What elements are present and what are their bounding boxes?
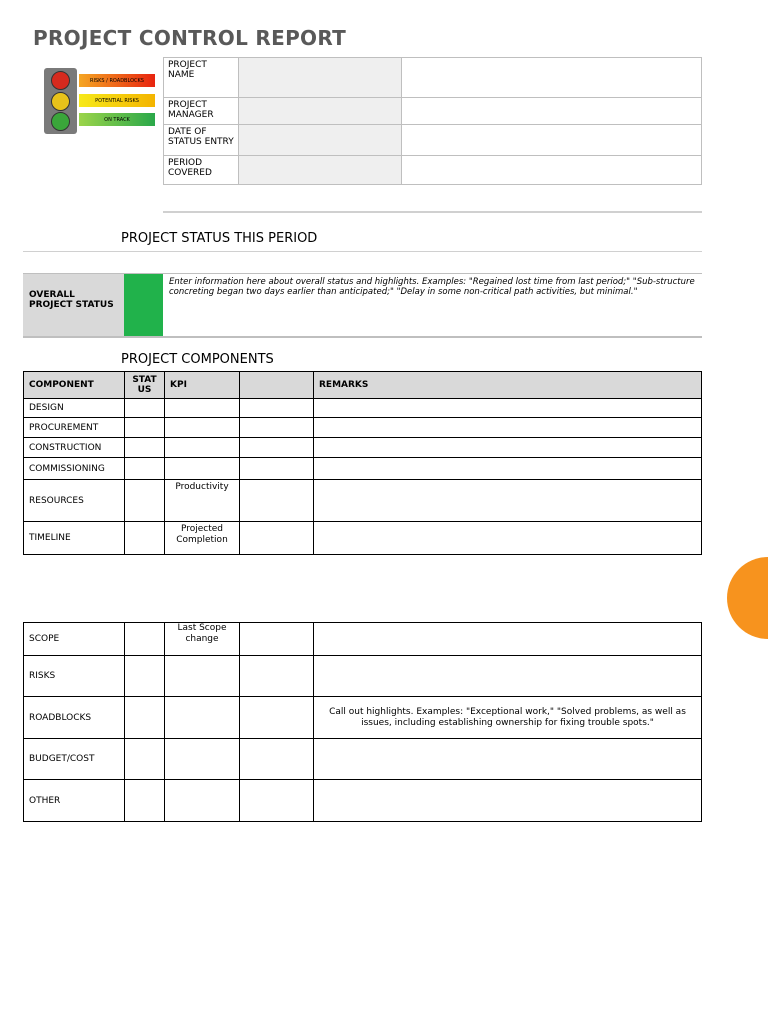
divider — [23, 251, 702, 252]
remarks-cell[interactable] — [314, 458, 702, 480]
components-table-2 — [23, 622, 702, 822]
components-table-1 — [23, 371, 702, 555]
table-row — [24, 522, 702, 555]
overall-status-text[interactable]: Enter information here about overall status and highlights. Examples: "Regained lost time from last period;" "Sub-structure concreting began two days earlier than anticipated;" "Delay in some non-critical path activities, but minimal." — [169, 277, 695, 297]
legend-risks-roadblocks: RISKS / ROADBLOCKS — [79, 74, 155, 87]
remarks-cell[interactable] — [314, 418, 702, 438]
remarks-cell[interactable] — [314, 656, 702, 697]
kpi-cell[interactable]: Productivity — [165, 480, 240, 522]
kpi-cell[interactable] — [165, 418, 240, 438]
status-cell[interactable] — [125, 522, 165, 555]
status-cell[interactable] — [125, 697, 165, 739]
table-row — [24, 418, 702, 438]
info-row — [164, 156, 702, 185]
table-row — [24, 399, 702, 418]
table-row — [24, 623, 702, 656]
remarks-cell[interactable] — [314, 623, 702, 656]
overall-status-label: OVERALL PROJECT STATUS — [23, 274, 124, 336]
info-row — [164, 58, 702, 98]
component-name: OTHER — [24, 780, 125, 822]
status-section-title: PROJECT STATUS THIS PERIOD — [121, 231, 318, 246]
remarks-cell[interactable] — [314, 480, 702, 522]
red-lamp-icon — [51, 71, 70, 90]
blank-cell[interactable] — [240, 739, 314, 780]
orange-circle-decoration — [727, 557, 768, 639]
blank-cell[interactable] — [240, 480, 314, 522]
info-label: DATE OF STATUS ENTRY — [164, 125, 239, 156]
blank-cell[interactable] — [240, 522, 314, 555]
component-name: BUDGET/COST — [24, 739, 125, 780]
remarks-cell[interactable] — [314, 780, 702, 822]
table-header-row — [24, 372, 702, 399]
status-cell[interactable] — [125, 739, 165, 780]
info-label: PROJECT NAME — [164, 58, 239, 98]
status-cell[interactable] — [125, 780, 165, 822]
kpi-cell[interactable] — [165, 697, 240, 739]
component-name: CONSTRUCTION — [24, 438, 125, 458]
blank-cell[interactable] — [240, 438, 314, 458]
component-name: RESOURCES — [24, 480, 125, 522]
info-value-field[interactable] — [239, 58, 402, 98]
info-value-field[interactable] — [239, 156, 402, 185]
blank-cell[interactable] — [240, 656, 314, 697]
kpi-cell[interactable] — [165, 458, 240, 480]
table-row — [24, 458, 702, 480]
component-name: SCOPE — [24, 623, 125, 656]
blank-cell[interactable] — [240, 623, 314, 656]
kpi-cell[interactable]: Projected Completion — [165, 522, 240, 555]
info-extra-field[interactable] — [402, 58, 702, 98]
table-row — [24, 480, 702, 522]
status-cell[interactable] — [125, 399, 165, 418]
kpi-cell[interactable] — [165, 780, 240, 822]
status-color-swatch[interactable] — [124, 274, 163, 336]
table-row — [24, 780, 702, 822]
remarks-cell[interactable] — [314, 522, 702, 555]
remarks-cell[interactable] — [314, 739, 702, 780]
table-row — [24, 739, 702, 780]
status-cell[interactable] — [125, 438, 165, 458]
header-component: COMPONENT — [24, 372, 125, 399]
green-lamp-icon — [51, 112, 70, 131]
remarks-cell[interactable]: Call out highlights. Examples: "Exceptional work," "Solved problems, as well as issues, including establishing ownership for fixing trouble spots." — [314, 697, 702, 739]
info-label: PERIOD COVERED — [164, 156, 239, 185]
component-name: ROADBLOCKS — [24, 697, 125, 739]
status-cell[interactable] — [125, 656, 165, 697]
components-section-title: PROJECT COMPONENTS — [121, 352, 274, 367]
blank-cell[interactable] — [240, 458, 314, 480]
report-title: PROJECT CONTROL REPORT — [33, 26, 347, 50]
table-row — [24, 697, 702, 739]
header-kpi: KPI — [165, 372, 240, 399]
info-row — [164, 98, 702, 125]
header-remarks: REMARKS — [314, 372, 702, 399]
info-extra-field[interactable] — [402, 156, 702, 185]
status-cell[interactable] — [125, 418, 165, 438]
project-info-table — [163, 57, 702, 185]
info-extra-field[interactable] — [402, 125, 702, 156]
yellow-lamp-icon — [51, 92, 70, 111]
component-name: RISKS — [24, 656, 125, 697]
divider — [163, 211, 702, 213]
kpi-cell[interactable] — [165, 656, 240, 697]
overall-status-panel — [23, 273, 702, 338]
component-name: DESIGN — [24, 399, 125, 418]
status-cell[interactable] — [125, 623, 165, 656]
table-row — [24, 656, 702, 697]
info-value-field[interactable] — [239, 98, 402, 125]
kpi-cell[interactable] — [165, 438, 240, 458]
remarks-cell[interactable] — [314, 399, 702, 418]
status-cell[interactable] — [125, 480, 165, 522]
component-name: TIMELINE — [24, 522, 125, 555]
remarks-cell[interactable] — [314, 438, 702, 458]
component-name: PROCUREMENT — [24, 418, 125, 438]
blank-cell[interactable] — [240, 399, 314, 418]
info-extra-field[interactable] — [402, 98, 702, 125]
table-row — [24, 438, 702, 458]
legend-potential-risks: POTENTIAL RISKS — [79, 94, 155, 107]
blank-cell[interactable] — [240, 418, 314, 438]
header-blank — [240, 372, 314, 399]
kpi-cell[interactable] — [165, 399, 240, 418]
component-name: COMMISSIONING — [24, 458, 125, 480]
blank-cell[interactable] — [240, 697, 314, 739]
info-label: PROJECT MANAGER — [164, 98, 239, 125]
info-value-field[interactable] — [239, 125, 402, 156]
traffic-light-icon — [44, 68, 77, 134]
blank-cell[interactable] — [240, 780, 314, 822]
legend-on-track: ON TRACK — [79, 113, 155, 126]
status-cell[interactable] — [125, 458, 165, 480]
header-status: STAT US — [125, 372, 165, 399]
kpi-cell[interactable] — [165, 739, 240, 780]
kpi-cell[interactable]: Last Scope change — [165, 623, 240, 656]
info-row — [164, 125, 702, 156]
